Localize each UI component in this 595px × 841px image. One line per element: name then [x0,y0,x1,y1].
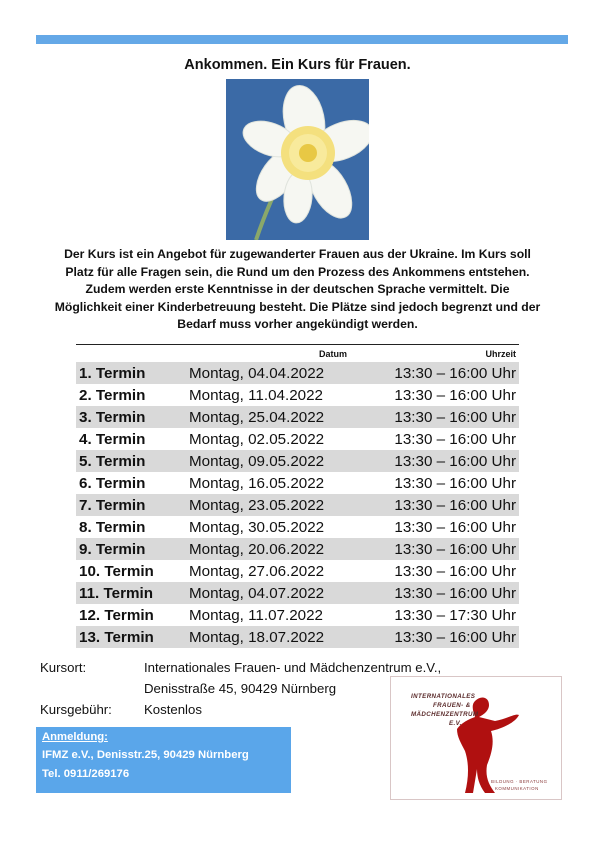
uhrzeit-cell: 13:30 – 16:00 Uhr [350,362,519,384]
schedule-row [76,472,519,494]
uhrzeit-cell: 13:30 – 17:30 Uhr [394,606,516,624]
kursort-line-2: Denisstraße 45, 90429 Nürnberg [144,681,337,696]
termin-cell: 2. Termin [79,386,146,404]
intro-line: Möglichkeit einer Kinderbetreuung besteht. Die Plätze sind jedoch begrenzt und der [54,299,541,314]
datum-cell: Montag, 16.05.2022 [189,474,325,492]
termin-cell: 11. Termin [76,582,182,604]
schedule-row [76,450,519,472]
datum-cell: Montag, 11.07.2022 [189,606,323,624]
schedule-row [76,494,519,516]
schedule-row [76,384,519,406]
header-uhrzeit: Uhrzeit [350,345,519,363]
schedule-row [76,428,519,450]
kursgebuehr-value: Kostenlos [144,702,202,717]
datum-cell: Montag, 11.04.2022 [189,386,323,404]
ifmz-logo [390,676,562,800]
page-title: Ankommen. Ein Kurs für Frauen. [184,57,411,73]
uhrzeit-cell: 13:30 – 16:00 Uhr [350,494,519,516]
termin-cell: 8. Termin [79,518,146,536]
anmeldung-box [36,727,291,793]
header-datum: Datum [182,345,350,363]
termin-cell: 3. Termin [76,406,182,428]
anmeldung-address: IFMZ e.V., Denisstr.25, 90429 Nürnberg [42,749,249,761]
datum-cell: Montag, 04.07.2022 [182,582,350,604]
kursort-line-1: Internationales Frauen- und Mädchenzentrum e.V., [144,660,442,675]
datum-cell: Montag, 30.05.2022 [189,518,325,536]
intro-line: Zudem werden erste Kenntnisse in der deutschen Sprache vermittelt. Die [85,282,510,297]
schedule-row [76,362,519,384]
logo-line-2: FRAUEN- & [433,702,471,709]
uhrzeit-cell: 13:30 – 16:00 Uhr [394,474,516,492]
schedule-header-row [76,345,519,363]
logo-tagline-1: BILDUNG · BERATUNG [491,779,548,784]
termin-cell: 12. Termin [79,606,154,624]
intro-line: Bedarf muss vorher angekündigt werden. [177,317,418,332]
uhrzeit-cell: 13:30 – 16:00 Uhr [350,406,519,428]
schedule-row [76,560,519,582]
top-accent-bar [36,35,568,44]
schedule-row [76,538,519,560]
termin-cell: 10. Termin [79,562,154,580]
uhrzeit-cell: 13:30 – 16:00 Uhr [350,626,519,648]
kursgebuehr-label: Kursgebühr: [40,702,112,717]
logo-line-1: INTERNATIONALES [411,693,476,700]
schedule-body [76,362,519,648]
anmeldung-heading: Anmeldung: [42,731,108,743]
uhrzeit-cell: 13:30 – 16:00 Uhr [394,562,516,580]
termin-cell: 13. Termin [76,626,182,648]
uhrzeit-cell: 13:30 – 16:00 Uhr [394,386,516,404]
header-termin [76,345,182,363]
schedule-row [76,516,519,538]
kursort-label: Kursort: [40,660,87,675]
termin-cell: 9. Termin [76,538,182,560]
intro-line: Der Kurs ist ein Angebot für zugewanderter Frauen aus der Ukraine. Im Kurs soll [64,247,531,261]
termin-cell: 4. Termin [79,430,146,448]
datum-cell: Montag, 27.06.2022 [189,562,325,580]
termin-cell: 5. Termin [76,450,182,472]
schedule-row [76,626,519,648]
intro-line: Platz für alle Fragen sein, die Rund um den Prozess des Ankommens entstehen. [65,264,530,279]
anmeldung-phone: Tel. 0911/269176 [42,768,130,780]
termin-cell: 7. Termin [76,494,182,516]
datum-cell: Montag, 20.06.2022 [182,538,350,560]
uhrzeit-cell: 13:30 – 16:00 Uhr [394,430,516,448]
uhrzeit-cell: 13:30 – 16:00 Uhr [350,582,519,604]
logo-tagline-2: KOMMUNIKATION [495,786,539,791]
logo-line-3: MÄDCHENZENTRUM [411,711,479,718]
uhrzeit-cell: 13:30 – 16:00 Uhr [350,450,519,472]
datum-cell: Montag, 09.05.2022 [182,450,350,472]
schedule-row [76,406,519,428]
daffodil-image [226,79,369,240]
schedule-table [76,344,519,648]
logo-line-4: E.V. [449,720,462,727]
datum-cell: Montag, 23.05.2022 [182,494,350,516]
datum-cell: Montag, 25.04.2022 [182,406,350,428]
datum-cell: Montag, 04.04.2022 [182,362,350,384]
schedule-row [76,582,519,604]
datum-cell: Montag, 18.07.2022 [182,626,350,648]
schedule-row [76,604,519,626]
intro-text [40,246,555,334]
datum-cell: Montag, 02.05.2022 [189,430,325,448]
daffodil-photo [226,79,369,240]
termin-cell: 1. Termin [76,362,182,384]
uhrzeit-cell: 13:30 – 16:00 Uhr [394,518,516,536]
uhrzeit-cell: 13:30 – 16:00 Uhr [350,538,519,560]
termin-cell: 6. Termin [79,474,146,492]
